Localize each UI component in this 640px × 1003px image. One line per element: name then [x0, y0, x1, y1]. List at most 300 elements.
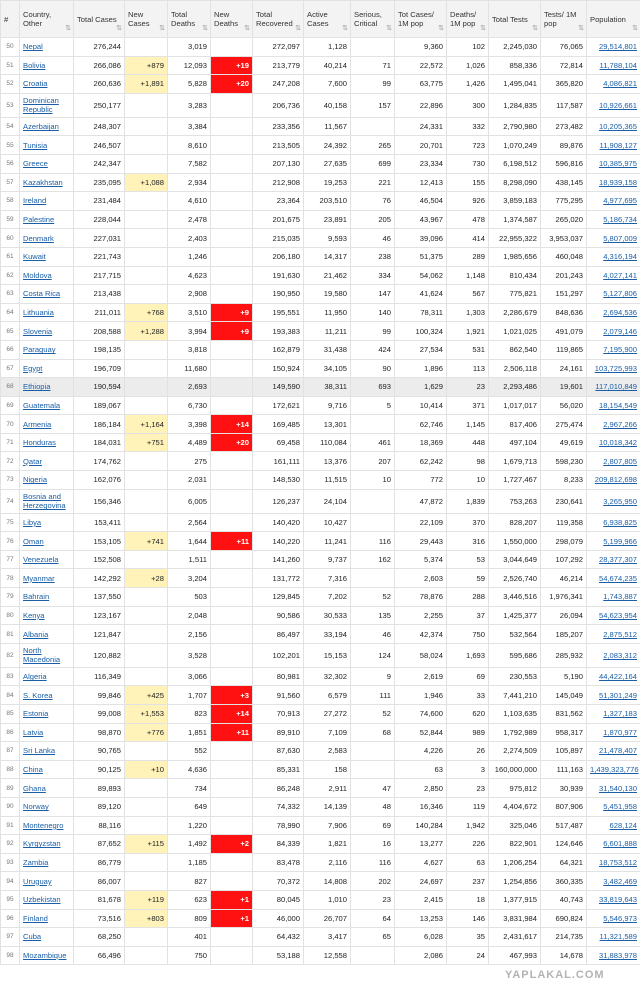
active-cases-cell: 19,253: [304, 173, 351, 192]
header-total-cases[interactable]: [74, 1, 125, 38]
population-cell: [587, 192, 640, 211]
deaths-per-1m-cell: 53: [447, 550, 489, 569]
header-label: Tests/ 1M pop: [544, 10, 577, 28]
country-link[interactable]: Dominican Republic: [23, 96, 59, 115]
country-link[interactable]: Libya: [23, 517, 42, 527]
header-index[interactable]: [1, 1, 20, 38]
population[interactable]: 54,674,235: [598, 573, 637, 583]
population[interactable]: 51,301,249: [598, 690, 637, 700]
sort-icon[interactable]: ⇅: [116, 25, 122, 32]
row-index-cell: 64: [1, 303, 20, 322]
total-cases-cell: 235,095: [74, 173, 125, 192]
total-recovered-cell: 83,478: [253, 853, 304, 872]
row-index-cell: 91: [1, 816, 20, 835]
new-cases-cell: +1,164: [125, 415, 168, 434]
deaths-per-1m-cell: 316: [447, 532, 489, 551]
deaths-per-1m-cell: 102: [447, 38, 489, 57]
population[interactable]: 4,027,141: [603, 270, 637, 280]
country-link[interactable]: Uzbekistan: [23, 895, 61, 905]
header-total-deaths[interactable]: [168, 1, 211, 38]
table-row: [1, 378, 640, 397]
country-link[interactable]: Montenegro: [23, 820, 64, 830]
table-row: [1, 452, 640, 471]
country-link[interactable]: Croatia: [23, 79, 48, 89]
total-cases-cell: 198,135: [74, 340, 125, 359]
population[interactable]: 5,186,734: [603, 215, 637, 225]
country-link[interactable]: Kuwait: [23, 252, 46, 262]
country-link[interactable]: Denmark: [23, 233, 54, 243]
total-recovered-cell: 212,908: [253, 173, 304, 192]
active-cases-cell: 26,707: [304, 909, 351, 928]
country-link[interactable]: Tunisia: [23, 140, 48, 150]
country-link[interactable]: Nepal: [23, 42, 43, 52]
serious-critical-cell: 46: [351, 229, 395, 248]
total-tests-cell: 497,104: [489, 433, 541, 452]
deaths-per-1m-cell: 531: [447, 340, 489, 359]
sort-icon[interactable]: ⇅: [480, 25, 486, 32]
table-row: [1, 625, 640, 644]
country-link[interactable]: Mozambique: [23, 951, 67, 961]
tests-per-1m-cell: 285,932: [541, 643, 587, 667]
country-link[interactable]: China: [23, 765, 43, 775]
country-link[interactable]: Kenya: [23, 610, 45, 620]
cases-per-1m-cell: 41,624: [395, 285, 447, 304]
total-deaths-cell: 4,636: [168, 760, 211, 779]
total-recovered-cell: 80,045: [253, 890, 304, 909]
cases-per-1m-cell: 42,374: [395, 625, 447, 644]
serious-critical-cell: 65: [351, 928, 395, 947]
population[interactable]: 11,321,589: [599, 932, 637, 942]
header-active-cases[interactable]: [304, 1, 351, 38]
country-link[interactable]: Armenia: [23, 419, 52, 429]
population[interactable]: 21,478,407: [598, 746, 637, 756]
country-link[interactable]: Ethiopia: [23, 382, 51, 392]
country-link[interactable]: Zambia: [23, 858, 49, 868]
active-cases-cell: 13,376: [304, 452, 351, 471]
total-cases-cell: 142,292: [74, 569, 125, 588]
country-link[interactable]: S. Korea: [23, 690, 53, 700]
header-tests-per-1m[interactable]: [541, 1, 587, 38]
sort-icon[interactable]: ⇅: [532, 25, 538, 32]
row-index-cell: 94: [1, 872, 20, 891]
serious-critical-cell: 52: [351, 588, 395, 607]
country-link[interactable]: Bosnia and Herzegovina: [23, 492, 66, 511]
cases-per-1m-cell: 2,603: [395, 569, 447, 588]
total-deaths-cell: 1,644: [168, 532, 211, 551]
total-tests-cell: 2,293,486: [489, 378, 541, 397]
country-link[interactable]: Guatemala: [23, 400, 61, 410]
country-link-cell: [20, 173, 74, 192]
row-index-cell: 77: [1, 550, 20, 569]
sort-icon[interactable]: ⇅: [244, 25, 250, 32]
population[interactable]: 18,154,549: [598, 400, 637, 410]
population[interactable]: 4,086,821: [603, 79, 637, 89]
serious-critical-cell: 162: [351, 550, 395, 569]
active-cases-cell: 12,558: [304, 946, 351, 965]
country-link[interactable]: Bahrain: [23, 592, 50, 602]
cases-per-1m-cell: 46,504: [395, 192, 447, 211]
new-cases-cell: +741: [125, 532, 168, 551]
country-link[interactable]: Moldova: [23, 270, 52, 280]
serious-critical-cell: 116: [351, 532, 395, 551]
population[interactable]: 10,385,975: [598, 159, 637, 169]
country-link-cell: [20, 835, 74, 854]
population[interactable]: 44,422,164: [598, 672, 637, 682]
total-recovered-cell: 201,675: [253, 210, 304, 229]
population[interactable]: 4,316,194: [603, 252, 637, 262]
population-cell: [587, 322, 640, 341]
total-deaths-cell: 3,019: [168, 38, 211, 57]
total-recovered-cell: 149,590: [253, 378, 304, 397]
population[interactable]: 4,977,695: [603, 196, 637, 206]
new-cases-cell: [125, 266, 168, 285]
cases-per-1m-cell: 22,572: [395, 56, 447, 75]
serious-critical-cell: 693: [351, 378, 395, 397]
total-cases-cell: 99,008: [74, 705, 125, 724]
new-deaths-cell: +9: [211, 303, 253, 322]
serious-critical-cell: 124: [351, 643, 395, 667]
population-cell: [587, 853, 640, 872]
row-index-cell: 56: [1, 154, 20, 173]
country-link[interactable]: Algeria: [23, 672, 47, 682]
country-link[interactable]: Costa Rica: [23, 289, 61, 299]
serious-critical-cell: [351, 760, 395, 779]
header-label: #: [4, 14, 9, 24]
population-cell: [587, 643, 640, 667]
cases-per-1m-cell: 39,096: [395, 229, 447, 248]
serious-critical-cell: [351, 569, 395, 588]
total-tests-cell: 775,821: [489, 285, 541, 304]
population[interactable]: 2,967,266: [603, 419, 637, 429]
new-deaths-cell: [211, 359, 253, 378]
active-cases-cell: 7,316: [304, 569, 351, 588]
deaths-per-1m-cell: 69: [447, 667, 489, 686]
population[interactable]: 10,205,365: [598, 122, 637, 132]
population[interactable]: 6,938,825: [603, 517, 637, 527]
population[interactable]: 209,812,698: [594, 475, 637, 485]
active-cases-cell: 19,580: [304, 285, 351, 304]
population[interactable]: 2,694,536: [603, 308, 637, 318]
population[interactable]: 1,439,323,776: [590, 765, 639, 775]
header-new-deaths[interactable]: [211, 1, 253, 38]
sort-icon[interactable]: ⇅: [159, 25, 165, 32]
country-link[interactable]: Myanmar: [23, 573, 55, 583]
population[interactable]: 2,083,312: [603, 650, 637, 660]
active-cases-cell: 1,010: [304, 890, 351, 909]
total-deaths-cell: 1,185: [168, 853, 211, 872]
serious-critical-cell: 46: [351, 625, 395, 644]
cases-per-1m-cell: 2,255: [395, 606, 447, 625]
sort-icon[interactable]: ⇅: [202, 25, 208, 32]
table-row: [1, 928, 640, 947]
country-link-cell: [20, 38, 74, 57]
new-cases-cell: [125, 229, 168, 248]
header-serious-critical[interactable]: [351, 1, 395, 38]
table-row: [1, 489, 640, 513]
cases-per-1m-cell: 4,226: [395, 742, 447, 761]
country-link[interactable]: Slovenia: [23, 326, 53, 336]
population[interactable]: 18,753,512: [598, 858, 637, 868]
population[interactable]: 10,926,661: [598, 100, 637, 110]
total-cases-cell: 156,346: [74, 489, 125, 513]
new-deaths-cell: [211, 471, 253, 490]
country-link-cell: [20, 909, 74, 928]
country-link[interactable]: Estonia: [23, 709, 49, 719]
tests-per-1m-cell: 848,636: [541, 303, 587, 322]
country-link-cell: [20, 779, 74, 798]
population[interactable]: 18,939,158: [598, 177, 637, 187]
header-new-cases[interactable]: [125, 1, 168, 38]
population[interactable]: 11,788,104: [599, 60, 637, 70]
table-row: [1, 247, 640, 266]
total-cases-cell: 174,762: [74, 452, 125, 471]
population-cell: [587, 266, 640, 285]
serious-critical-cell: 135: [351, 606, 395, 625]
total-recovered-cell: 206,180: [253, 247, 304, 266]
country-link-cell: [20, 415, 74, 434]
country-link[interactable]: Albania: [23, 629, 49, 639]
total-tests-cell: 8,298,090: [489, 173, 541, 192]
new-deaths-cell: +19: [211, 56, 253, 75]
tests-per-1m-cell: 230,641: [541, 489, 587, 513]
total-deaths-cell: 6,005: [168, 489, 211, 513]
country-link[interactable]: Paraguay: [23, 345, 56, 355]
new-deaths-cell: +2: [211, 835, 253, 854]
population[interactable]: 31,883,978: [598, 951, 637, 961]
country-link[interactable]: Oman: [23, 536, 44, 546]
tests-per-1m-cell: 775,295: [541, 192, 587, 211]
sort-icon[interactable]: ⇅: [342, 25, 348, 32]
sort-icon[interactable]: ⇅: [65, 25, 71, 32]
total-cases-cell: 190,594: [74, 378, 125, 397]
total-deaths-cell: 7,582: [168, 154, 211, 173]
row-index-cell: 79: [1, 588, 20, 607]
population[interactable]: 5,127,806: [603, 289, 637, 299]
active-cases-cell: 11,567: [304, 117, 351, 136]
population[interactable]: 6,601,888: [603, 839, 637, 849]
country-link[interactable]: Ireland: [23, 196, 47, 206]
header-population[interactable]: [587, 1, 640, 38]
country-link[interactable]: Palestine: [23, 215, 55, 225]
row-index-cell: 57: [1, 173, 20, 192]
total-recovered-cell: 126,237: [253, 489, 304, 513]
population[interactable]: 29,514,801: [598, 42, 637, 52]
table-row: [1, 38, 640, 57]
population[interactable]: 2,875,512: [603, 629, 637, 639]
total-tests-cell: 1,070,249: [489, 136, 541, 155]
active-cases-cell: 7,202: [304, 588, 351, 607]
population[interactable]: 10,018,342: [598, 438, 637, 448]
total-tests-cell: 160,000,000: [489, 760, 541, 779]
new-cases-cell: [125, 210, 168, 229]
population-cell: [587, 835, 640, 854]
new-deaths-cell: [211, 928, 253, 947]
new-deaths-cell: [211, 93, 253, 117]
total-tests-cell: 325,046: [489, 816, 541, 835]
deaths-per-1m-cell: 750: [447, 625, 489, 644]
cases-per-1m-cell: 20,701: [395, 136, 447, 155]
active-cases-cell: 33,194: [304, 625, 351, 644]
tests-per-1m-cell: 107,292: [541, 550, 587, 569]
population[interactable]: 3,265,950: [603, 496, 637, 506]
population[interactable]: 1,327,183: [603, 709, 637, 719]
population[interactable]: 11,908,127: [599, 140, 637, 150]
new-deaths-cell: [211, 816, 253, 835]
total-deaths-cell: 1,707: [168, 686, 211, 705]
sort-icon[interactable]: ⇅: [386, 25, 392, 32]
row-index-cell: 67: [1, 359, 20, 378]
tests-per-1m-cell: 64,321: [541, 853, 587, 872]
country-link[interactable]: Venezuela: [23, 555, 59, 565]
country-link[interactable]: Uruguay: [23, 876, 52, 886]
country-link[interactable]: Norway: [23, 802, 49, 812]
tests-per-1m-cell: 26,094: [541, 606, 587, 625]
country-link-cell: [20, 532, 74, 551]
population[interactable]: 33,819,643: [598, 895, 637, 905]
total-tests-cell: 1,254,856: [489, 872, 541, 891]
total-recovered-cell: 190,950: [253, 285, 304, 304]
table-row: [1, 359, 640, 378]
serious-critical-cell: [351, 489, 395, 513]
cases-per-1m-cell: 54,062: [395, 266, 447, 285]
population[interactable]: 103,725,993: [594, 363, 637, 373]
country-link[interactable]: Honduras: [23, 438, 56, 448]
total-recovered-cell: 161,111: [253, 452, 304, 471]
cases-per-1m-cell: 772: [395, 471, 447, 490]
country-link[interactable]: Ghana: [23, 783, 46, 793]
country-link[interactable]: Finland: [23, 913, 48, 923]
country-link-cell: [20, 471, 74, 490]
population[interactable]: 628,124: [609, 820, 637, 830]
new-cases-cell: [125, 872, 168, 891]
active-cases-cell: 11,950: [304, 303, 351, 322]
cases-per-1m-cell: 13,253: [395, 909, 447, 928]
population[interactable]: 5,546,973: [603, 913, 637, 923]
country-link-cell: [20, 75, 74, 94]
population-cell: [587, 154, 640, 173]
population[interactable]: 7,195,900: [603, 345, 637, 355]
tests-per-1m-cell: 214,735: [541, 928, 587, 947]
country-link[interactable]: Nigeria: [23, 475, 48, 485]
tests-per-1m-cell: 185,207: [541, 625, 587, 644]
country-link[interactable]: Kyrgyzstan: [23, 839, 61, 849]
population[interactable]: 5,199,966: [603, 536, 637, 546]
serious-critical-cell: 238: [351, 247, 395, 266]
country-link[interactable]: Qatar: [23, 456, 42, 466]
country-link[interactable]: Lithuania: [23, 308, 54, 318]
serious-critical-cell: 10: [351, 471, 395, 490]
total-tests-cell: 1,377,915: [489, 890, 541, 909]
country-link[interactable]: Bolivia: [23, 60, 46, 70]
total-cases-cell: 120,882: [74, 643, 125, 667]
country-link[interactable]: Greece: [23, 159, 48, 169]
sort-icon[interactable]: ⇅: [295, 25, 301, 32]
total-cases-cell: 68,250: [74, 928, 125, 947]
population[interactable]: 1,743,887: [603, 592, 637, 602]
deaths-per-1m-cell: 1,942: [447, 816, 489, 835]
sort-icon[interactable]: ⇅: [578, 25, 584, 32]
sort-icon[interactable]: ⇅: [632, 25, 638, 32]
header-label: New Deaths: [214, 10, 239, 28]
population[interactable]: 54,623,954: [598, 610, 637, 620]
new-cases-cell: +425: [125, 686, 168, 705]
total-deaths-cell: 3,384: [168, 117, 211, 136]
country-link[interactable]: Cuba: [23, 932, 42, 942]
population-cell: [587, 433, 640, 452]
table-row: [1, 643, 640, 667]
new-cases-cell: [125, 742, 168, 761]
new-deaths-cell: +1: [211, 909, 253, 928]
new-cases-cell: [125, 643, 168, 667]
sort-icon[interactable]: ⇅: [438, 25, 444, 32]
country-link[interactable]: Egypt: [23, 363, 43, 373]
population[interactable]: 5,451,958: [603, 802, 637, 812]
population[interactable]: 5,807,009: [603, 233, 637, 243]
row-index-cell: 97: [1, 928, 20, 947]
row-index-cell: 63: [1, 285, 20, 304]
total-tests-cell: 3,859,183: [489, 192, 541, 211]
country-link[interactable]: Kazakhstan: [23, 177, 63, 187]
deaths-per-1m-cell: 33: [447, 686, 489, 705]
deaths-per-1m-cell: 146: [447, 909, 489, 928]
population[interactable]: 2,807,805: [603, 456, 637, 466]
row-index-cell: 71: [1, 433, 20, 452]
row-index-cell: 86: [1, 723, 20, 742]
table-row: [1, 75, 640, 94]
row-index-cell: 72: [1, 452, 20, 471]
population[interactable]: 117,010,849: [595, 382, 637, 392]
total-tests-cell: 810,434: [489, 266, 541, 285]
country-link[interactable]: Sri Lanka: [23, 746, 56, 756]
country-link-cell: [20, 378, 74, 397]
total-deaths-cell: 4,623: [168, 266, 211, 285]
total-cases-cell: 88,116: [74, 816, 125, 835]
new-deaths-cell: [211, 550, 253, 569]
new-deaths-cell: [211, 154, 253, 173]
population[interactable]: 31,540,130: [598, 783, 637, 793]
country-link[interactable]: Azerbaijan: [23, 122, 59, 132]
new-cases-cell: [125, 928, 168, 947]
header-country[interactable]: [20, 1, 74, 38]
new-cases-cell: +1,553: [125, 705, 168, 724]
tests-per-1m-cell: 365,820: [541, 75, 587, 94]
country-link-cell: [20, 643, 74, 667]
population[interactable]: 2,079,146: [603, 326, 637, 336]
active-cases-cell: 24,392: [304, 136, 351, 155]
country-link[interactable]: Latvia: [23, 727, 44, 737]
new-deaths-cell: [211, 38, 253, 57]
header-deaths-per-1m[interactable]: [447, 1, 489, 38]
header-cases-per-1m[interactable]: [395, 1, 447, 38]
new-cases-cell: +1,088: [125, 173, 168, 192]
header-total-tests[interactable]: [489, 1, 541, 38]
country-link[interactable]: North Macedonia: [23, 646, 61, 665]
new-cases-cell: [125, 396, 168, 415]
population-cell: [587, 550, 640, 569]
total-tests-cell: 467,993: [489, 946, 541, 965]
population[interactable]: 3,482,469: [603, 876, 637, 886]
total-recovered-cell: 70,913: [253, 705, 304, 724]
total-cases-cell: 242,347: [74, 154, 125, 173]
active-cases-cell: 21,462: [304, 266, 351, 285]
table-row: [1, 117, 640, 136]
header-total-recovered[interactable]: [253, 1, 304, 38]
cases-per-1m-cell: 52,844: [395, 723, 447, 742]
total-tests-cell: 7,441,210: [489, 686, 541, 705]
population[interactable]: 1,870,977: [603, 727, 637, 737]
table-row: [1, 513, 640, 532]
population[interactable]: 28,377,307: [598, 555, 637, 565]
